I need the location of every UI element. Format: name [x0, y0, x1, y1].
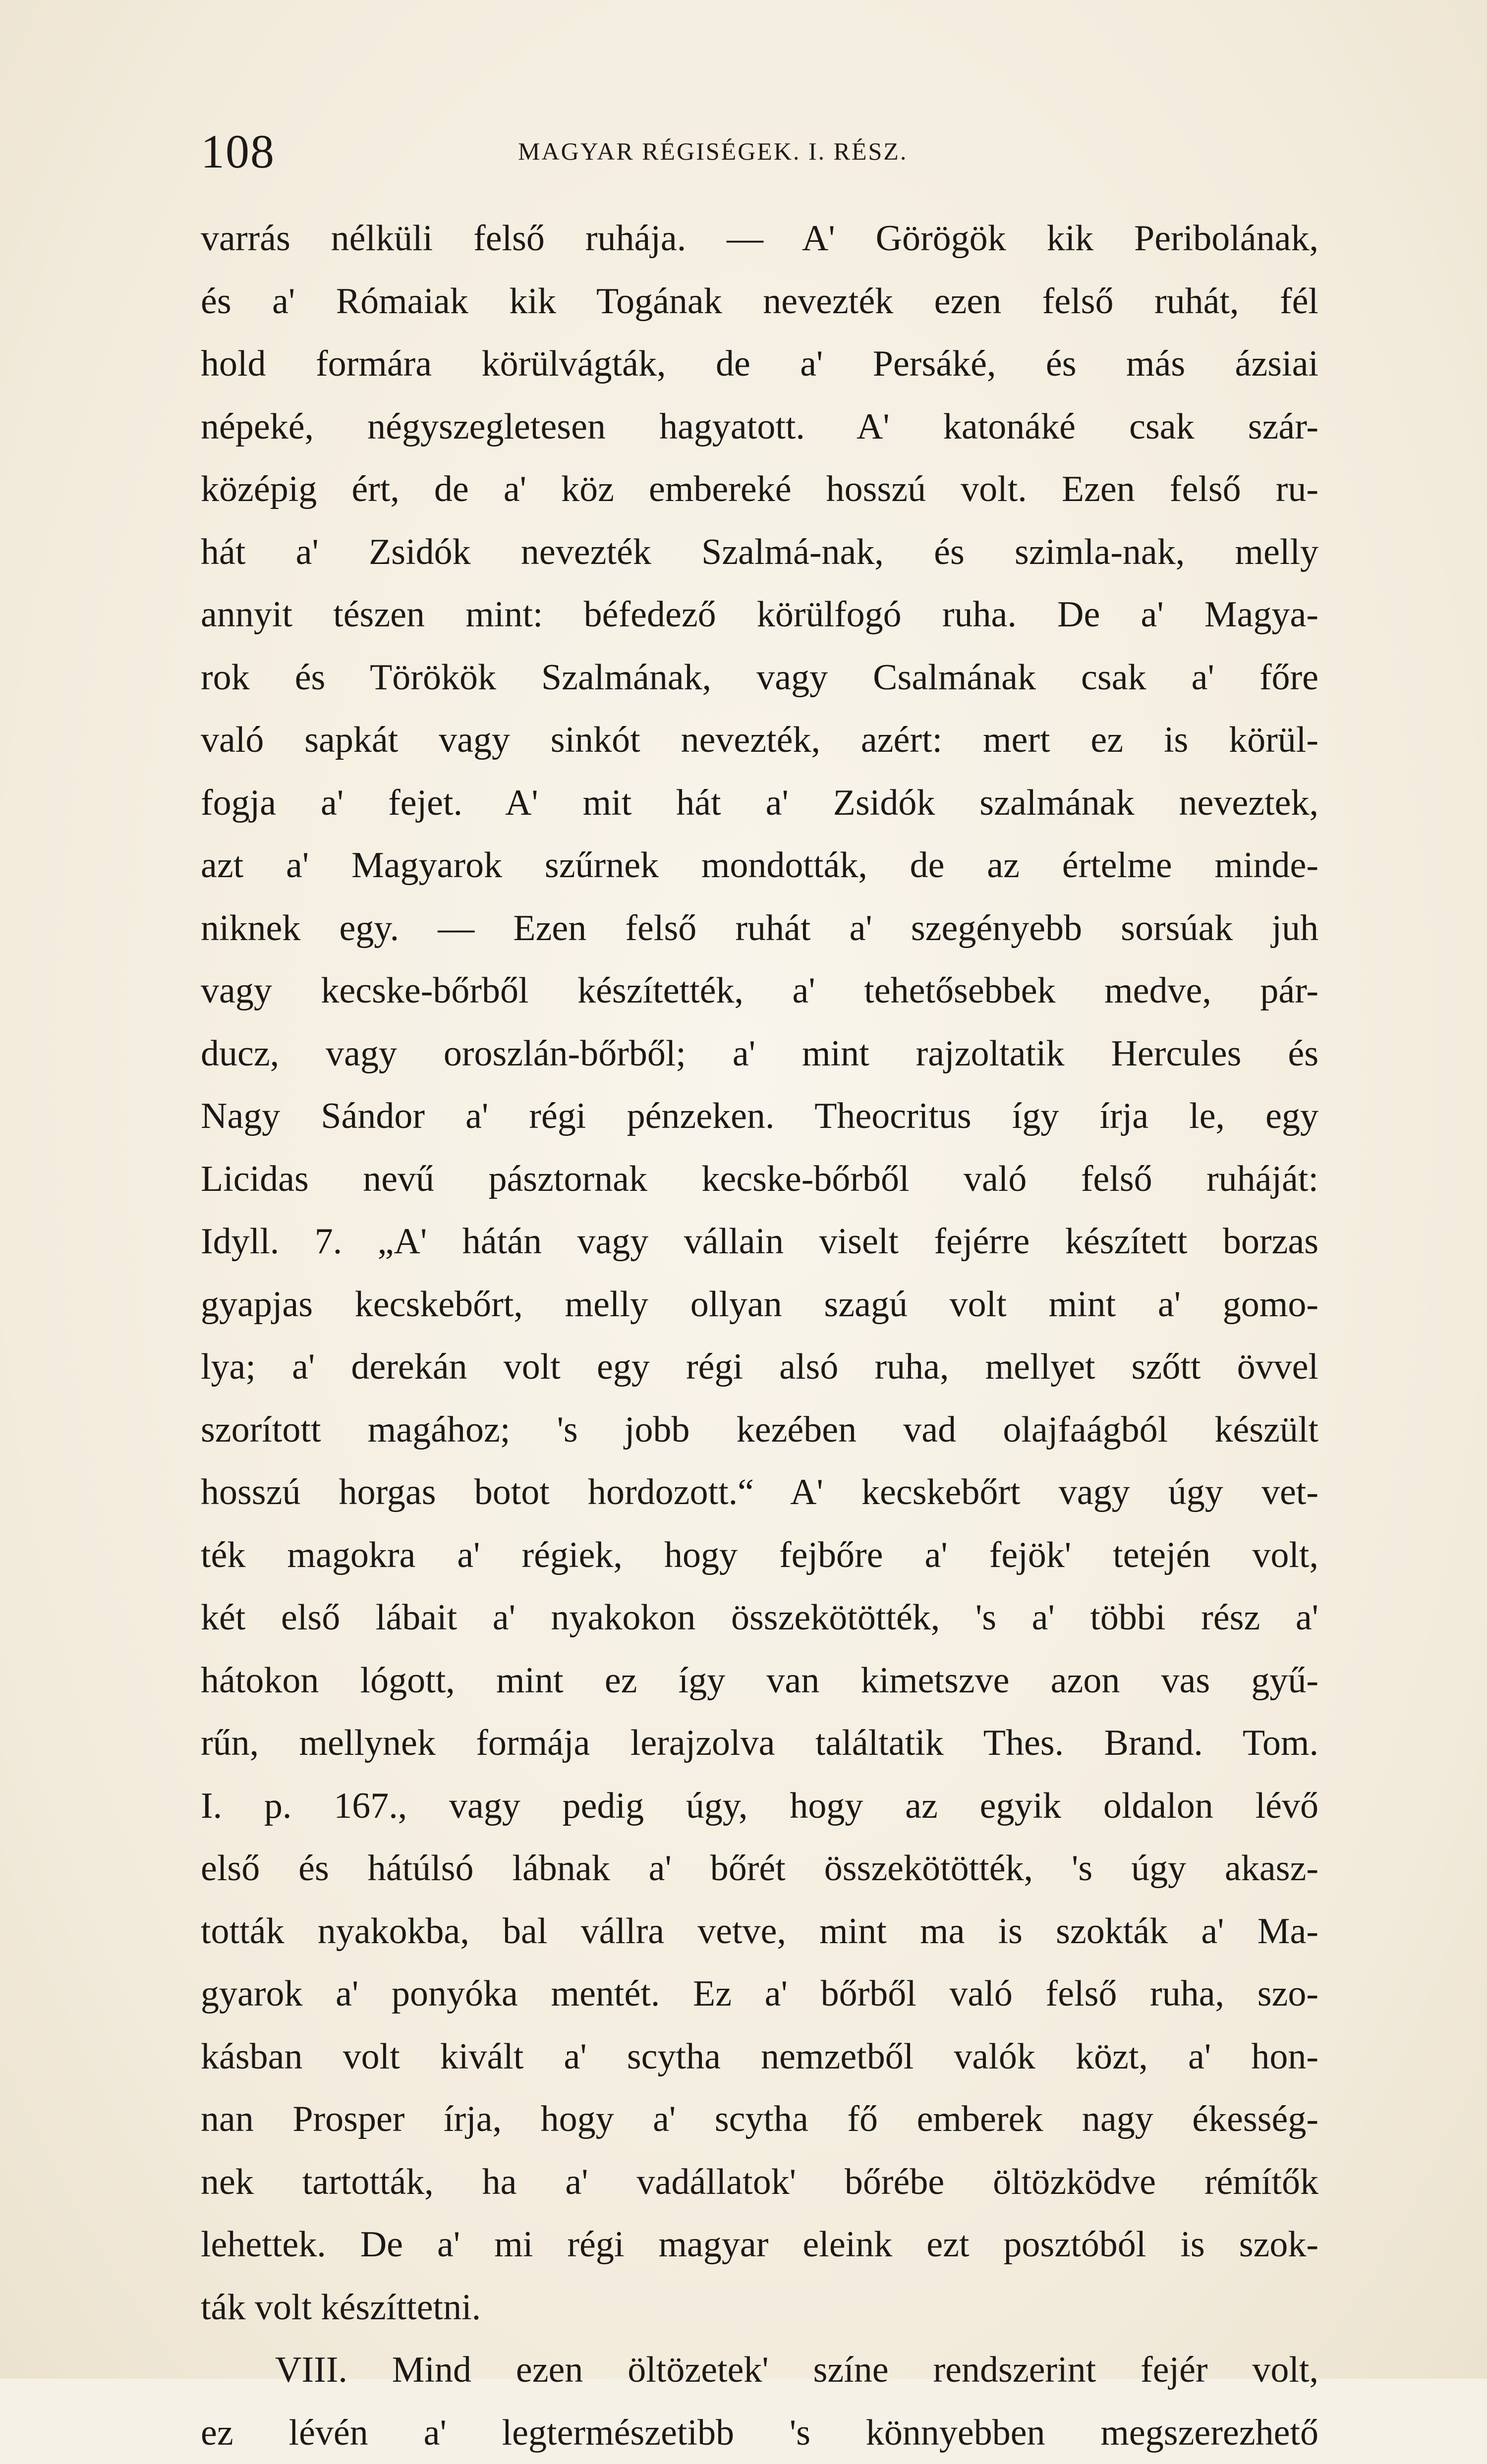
- text-line: ez lévén a' legtermészetibb 's könnyebben megszerezhető: [201, 2402, 1318, 2464]
- text-line: Idyll. 7. „A' hátán vagy vállain viselt fejérre készített borzas: [201, 1210, 1318, 1273]
- text-line: lya; a' derekán volt egy régi alsó ruha, mellyet szőtt övvel: [201, 1336, 1318, 1399]
- text-line: niknek egy. — Ezen felső ruhát a' szegényebb sorsúak juh: [201, 897, 1318, 960]
- section-start-line: VIII. Mind ezen öltözetek' színe rendszerint fejér volt,: [201, 2339, 1318, 2402]
- text-line: Nagy Sándor a' régi pénzeken. Theocritus így írja le, egy: [201, 1085, 1318, 1148]
- text-line: azt a' Magyarok szűrnek mondották, de az értelme minde-: [201, 834, 1318, 897]
- text-line: nan Prosper írja, hogy a' scytha fő emberek nagy ékesség-: [201, 2088, 1318, 2151]
- text-line: két első lábait a' nyakokon összekötötték, 's a' többi rész a': [201, 1586, 1318, 1649]
- text-line: kásban volt kivált a' scytha nemzetből valók közt, a' hon-: [201, 2025, 1318, 2088]
- text-line: népeké, négyszegletesen hagyatott. A' katonáké csak szár-: [201, 395, 1318, 458]
- body-text: [201, 207, 1318, 2464]
- text-line: tották nyakokba, bal vállra vetve, mint ma is szokták a' Ma-: [201, 1900, 1318, 1963]
- text-line: középig ért, de a' köz embereké hosszú volt. Ezen felső ru-: [201, 458, 1318, 521]
- text-line: vagy kecske-bőrből készítették, a' tehetősebbek medve, pár-: [201, 959, 1318, 1022]
- text-line: ték magokra a' régiek, hogy fejbőre a' fejök' tetején volt,: [201, 1524, 1318, 1587]
- text-line: lehettek. De a' mi régi magyar eleink ezt posztóból is szok-: [201, 2213, 1318, 2276]
- text-line: és a' Rómaiak kik Togának nevezték ezen felső ruhát, fél: [201, 270, 1318, 333]
- text-line: annyit tészen mint: béfedező körülfogó ruha. De a' Magya-: [201, 583, 1318, 646]
- text-line: rűn, mellynek formája lerajzolva találtatik Thes. Brand. Tom.: [201, 1712, 1318, 1775]
- text-line: rok és Törökök Szalmának, vagy Csalmának csak a' főre: [201, 646, 1318, 709]
- text-line: fogja a' fejet. A' mit hát a' Zsidók szalmának neveztek,: [201, 772, 1318, 835]
- text-line: varrás nélküli felső ruhája. — A' Görögök kik Peribolának,: [201, 207, 1318, 270]
- text-line: első és hátúlsó lábnak a' bőrét összekötötték, 's úgy akasz-: [201, 1837, 1318, 1900]
- text-line: ducz, vagy oroszlán-bőrből; a' mint rajzoltatik Hercules és: [201, 1022, 1318, 1085]
- text-line: gyapjas kecskebőrt, melly ollyan szagú volt mint a' gomo-: [201, 1273, 1318, 1336]
- text-line: nek tartották, ha a' vadállatok' bőrébe öltözködve rémítők: [201, 2151, 1318, 2214]
- text-line: hátokon lógott, mint ez így van kimetszve azon vas gyű-: [201, 1649, 1318, 1712]
- text-line: gyarok a' ponyóka mentét. Ez a' bőrből való felső ruha, szo-: [201, 1962, 1318, 2025]
- text-line: szorított magához; 's jobb kezében vad olajfaágból készült: [201, 1399, 1318, 1461]
- text-line: hosszú horgas botot hordozott.“ A' kecskebőrt vagy úgy vet-: [201, 1461, 1318, 1524]
- text-line: Licidas nevű pásztornak kecske-bőrből való felső ruháját:: [201, 1148, 1318, 1211]
- paragraph-end-line: ták volt készíttetni.: [201, 2276, 1318, 2339]
- text-line: hold formára körülvágták, de a' Persáké, és más ázsiai: [201, 333, 1318, 395]
- running-title: MAGYAR RÉGISÉGEK. I. RÉSZ.: [518, 137, 908, 166]
- page-number: 108: [201, 124, 275, 179]
- text-line: hát a' Zsidók nevezték Szalmá-nak, és szimla-nak, melly: [201, 521, 1318, 584]
- text-line: I. p. 167., vagy pedig úgy, hogy az egyik oldalon lévő: [201, 1775, 1318, 1838]
- text-line: való sapkát vagy sinkót nevezték, azért: mert ez is körül-: [201, 709, 1318, 772]
- page-header: [201, 124, 1341, 178]
